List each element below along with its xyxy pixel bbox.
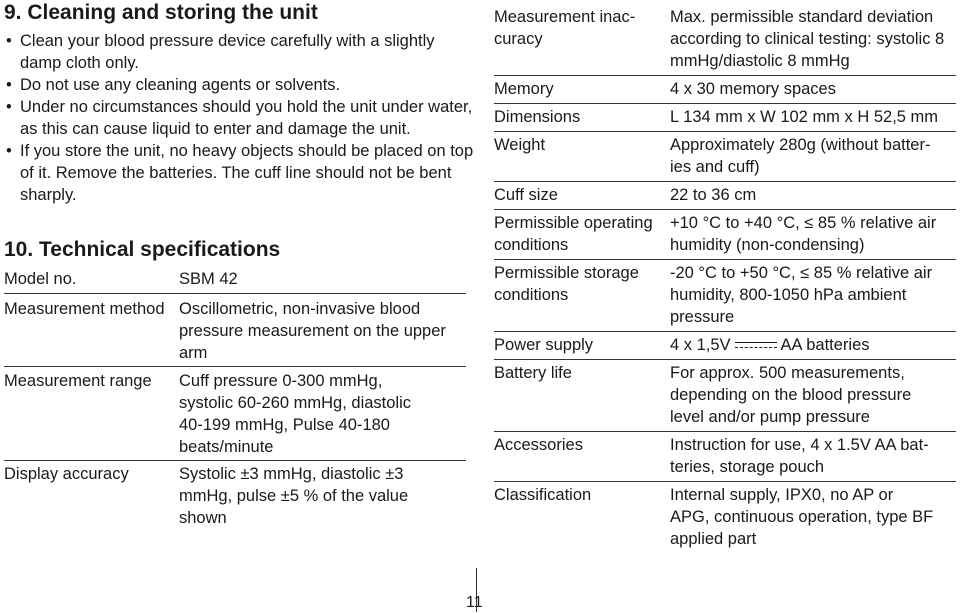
- divider: [494, 75, 956, 76]
- list-item-text: Clean your blood pressure device carefully with a slightly damp cloth only.: [20, 32, 435, 72]
- spec-row-accessories: [494, 434, 956, 480]
- spec-value: [670, 334, 960, 356]
- spec-label: Display accuracy: [4, 465, 129, 483]
- list-item: [4, 74, 474, 96]
- spec-row-dimensions: [494, 106, 956, 130]
- list-item-text: If you store the unit, no heavy objects should be placed on top of it. Remove the batteries. The cuff line should not be bent sharply.: [20, 142, 474, 204]
- bullet-icon: •: [6, 142, 12, 160]
- divider: [494, 209, 956, 210]
- divider: [4, 460, 466, 461]
- divider: [494, 181, 956, 182]
- spec-value: Instruction for use, 4 x 1.5V AA bat- teries, storage pouch: [670, 436, 929, 476]
- spec-label: Power supply: [494, 336, 594, 354]
- list-item: [4, 30, 474, 74]
- divider: [4, 366, 466, 367]
- spec-row-memory: [494, 78, 956, 102]
- spec-value: Cuff pressure 0-300 mmHg, systolic 60-260 mmHg, diastolic 40-199 mmHg, Pulse 40-180 beats/minute: [179, 372, 411, 456]
- spec-row-classification: [494, 484, 956, 552]
- spec-label: Weight: [494, 136, 546, 154]
- spec-label: Cuff size: [494, 186, 558, 204]
- divider: [4, 293, 466, 294]
- spec-row-accuracy: [4, 463, 469, 531]
- spec-row-cuff-size: [494, 184, 956, 208]
- spec-row-inaccuracy: [494, 6, 956, 76]
- spec-value: L 134 mm x W 102 mm x H 52,5 mm: [670, 108, 939, 126]
- cleaning-heading: 9. Cleaning and storing the unit: [4, 1, 318, 24]
- dc-symbol-icon: [735, 341, 777, 351]
- spec-value: Internal supply, IPX0, no AP or APG, continuous operation, type BF applied part: [670, 486, 934, 548]
- divider: [494, 103, 956, 104]
- divider: [494, 331, 956, 332]
- spec-row-model: [4, 268, 469, 292]
- spec-label: Classification: [494, 486, 592, 504]
- spec-label: Permissible storage conditions: [494, 264, 639, 304]
- spec-label: Measurement inac- curacy: [494, 8, 636, 48]
- spec-value: -20 °C to +50 °C, ≤ 85 % relative air humidity, 800-1050 hPa ambient pressure: [670, 264, 933, 326]
- spec-row-method: [4, 298, 469, 366]
- divider: [494, 481, 956, 482]
- spec-row-power: [494, 334, 956, 358]
- list-item: [4, 140, 474, 206]
- list-item-text: Under no circumstances should you hold the unit under water, as this can cause liquid to enter and damage the unit.: [20, 98, 473, 138]
- spec-label: Permissible operating conditions: [494, 214, 653, 254]
- spec-value: +10 °C to +40 °C, ≤ 85 % relative air humidity (non-condensing): [670, 214, 937, 254]
- spec-row-range: [4, 370, 469, 460]
- page-number: 11: [466, 594, 483, 611]
- spec-row-battery-life: [494, 362, 956, 430]
- spec-value: 22 to 36 cm: [670, 186, 757, 204]
- spec-label: Measurement method: [4, 300, 165, 318]
- list-item-text: Do not use any cleaning agents or solvents.: [20, 76, 341, 94]
- spec-label: Dimensions: [494, 108, 581, 126]
- spec-value: Max. permissible standard deviation according to clinical testing: systolic 8 mmHg/diastolic 8 mmHg: [670, 8, 945, 70]
- bullet-icon: •: [6, 32, 12, 50]
- spec-label: Memory: [494, 80, 554, 98]
- spec-label: Measurement range: [4, 372, 152, 390]
- spec-label: Model no.: [4, 270, 77, 288]
- bullet-icon: •: [6, 76, 12, 94]
- spec-row-weight: [494, 134, 956, 180]
- spec-value: Systolic ±3 mmHg, diastolic ±3 mmHg, pulse ±5 % of the value shown: [179, 465, 409, 527]
- divider: [494, 359, 956, 360]
- spec-value: SBM 42: [179, 270, 238, 288]
- list-item: [4, 96, 474, 140]
- divider: [494, 131, 956, 132]
- specs-heading: 10. Technical specifications: [4, 238, 281, 261]
- spec-label: Battery life: [494, 364, 572, 382]
- spec-value: Approximately 280g (without batter- ies and cuff): [670, 136, 931, 176]
- divider: [494, 431, 956, 432]
- spec-value: For approx. 500 measurements, depending on the blood pressure level and/or pump pressure: [670, 364, 912, 426]
- spec-row-operating: [494, 212, 956, 258]
- divider: [494, 259, 956, 260]
- bullet-icon: •: [6, 98, 12, 116]
- power-voltage: 4 x 1,5V: [670, 336, 731, 354]
- spec-label: Accessories: [494, 436, 583, 454]
- spec-value: Oscillometric, non-invasive blood pressure measurement on the upper arm: [179, 300, 446, 362]
- cleaning-list: [4, 30, 474, 206]
- power-battery-type: AA batteries: [780, 336, 870, 354]
- spec-row-storage: [494, 262, 956, 330]
- spec-value: 4 x 30 memory spaces: [670, 80, 836, 98]
